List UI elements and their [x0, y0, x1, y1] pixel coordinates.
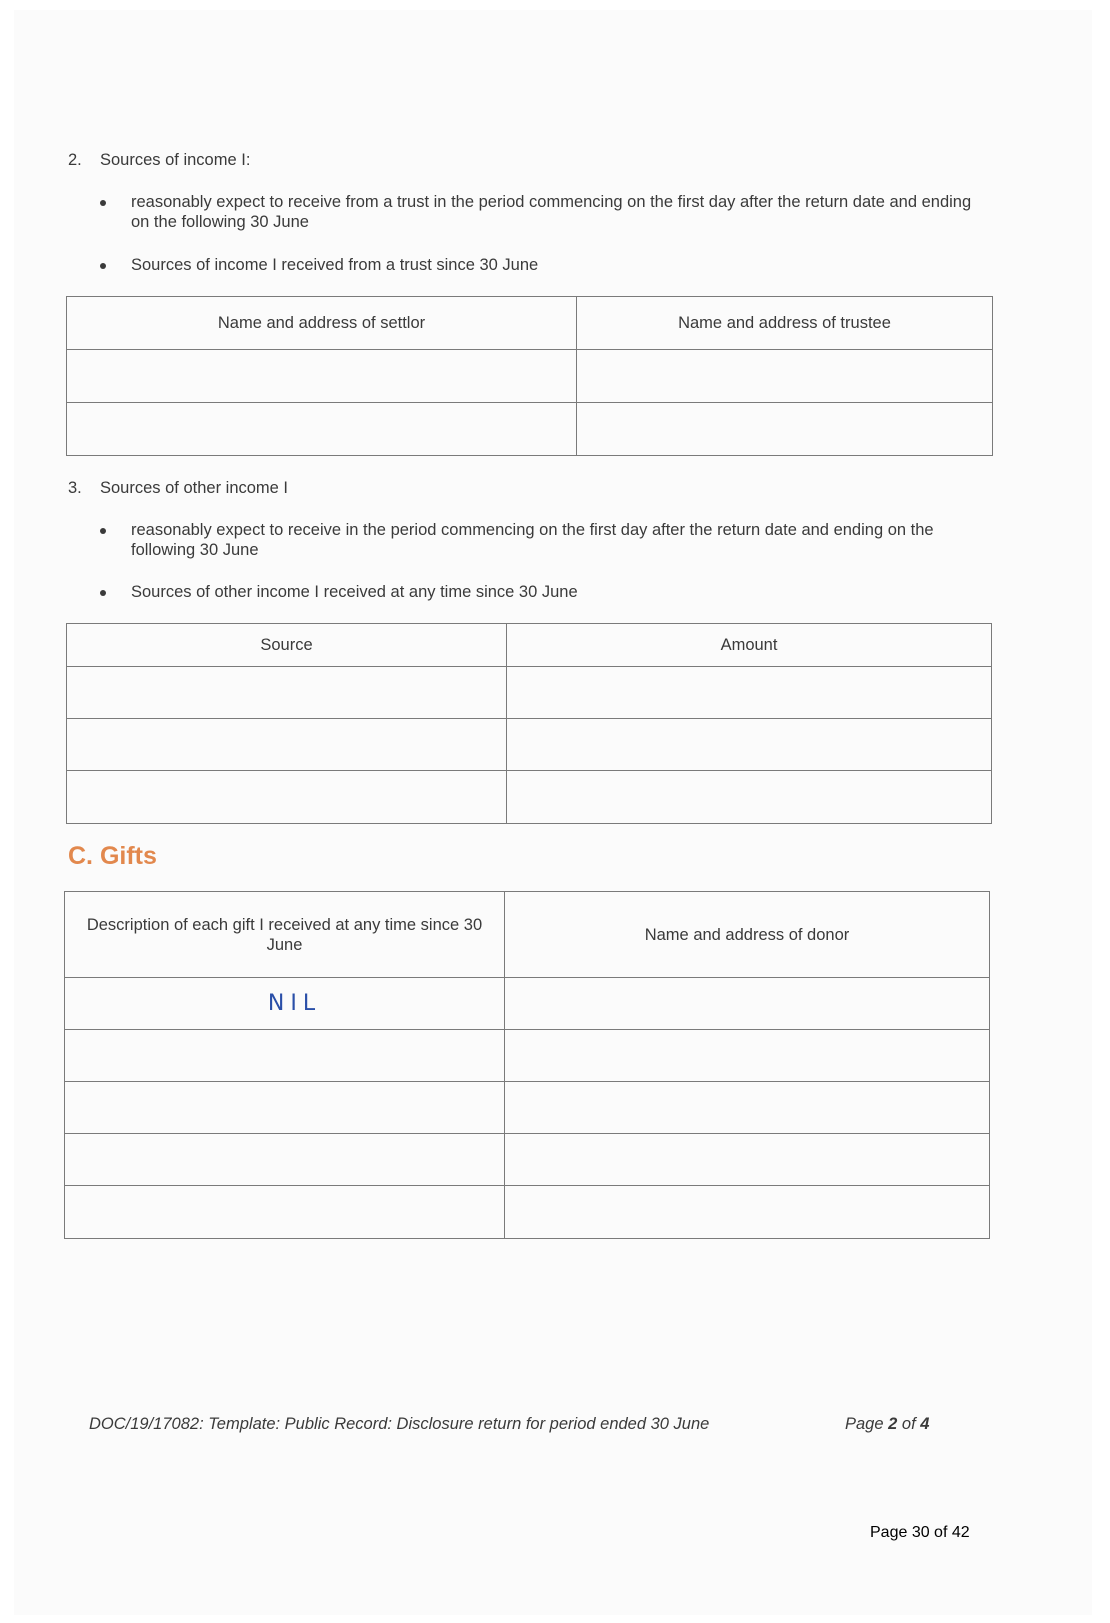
table-cell[interactable]	[505, 1030, 990, 1082]
table-row	[65, 978, 990, 1030]
section-2-heading: Sources of income I:	[100, 151, 251, 169]
gifts-table	[64, 891, 990, 1239]
table-header-row	[67, 624, 992, 667]
table-cell[interactable]	[65, 1134, 505, 1186]
table-cell[interactable]	[67, 403, 577, 456]
handwritten-entry[interactable]: NIL	[65, 978, 505, 1030]
overall-page-count: Page 30 of 42	[870, 1524, 970, 1541]
section-3-heading: Sources of other income I	[100, 479, 289, 497]
table-cell[interactable]	[505, 978, 990, 1030]
table-cell[interactable]	[67, 667, 507, 719]
table-cell[interactable]	[65, 1186, 505, 1239]
table-cell[interactable]	[505, 1186, 990, 1239]
table-row	[67, 403, 993, 456]
page-mid: of	[897, 1415, 921, 1433]
table-row	[65, 1134, 990, 1186]
page-current: 2	[888, 1415, 898, 1433]
other-income-table	[66, 623, 992, 824]
section-2-bullet-2: Sources of income I received from a trust since 30 June	[131, 256, 539, 274]
table-cell[interactable]	[67, 771, 507, 824]
table-cell[interactable]	[505, 1134, 990, 1186]
table-row	[67, 667, 992, 719]
table-cell[interactable]	[65, 1082, 505, 1134]
table-cell[interactable]	[577, 403, 993, 456]
table-header-row	[67, 297, 993, 350]
table-row	[65, 1186, 990, 1239]
bullet-icon	[100, 528, 106, 534]
page-total: 4	[920, 1415, 930, 1433]
gifts-section-heading: C. Gifts	[68, 842, 157, 870]
table-cell[interactable]	[577, 350, 993, 403]
table-cell[interactable]	[65, 1030, 505, 1082]
bullet-icon	[100, 590, 106, 596]
table-cell[interactable]	[505, 1082, 990, 1134]
amount-column-header: Amount	[507, 624, 992, 667]
footer-document-reference: DOC/19/17082: Template: Public Record: Disclosure return for period ended 30 June	[89, 1415, 710, 1433]
footer-page-number	[845, 1415, 929, 1434]
source-column-header: Source	[67, 624, 507, 667]
table-cell[interactable]	[67, 350, 577, 403]
gift-description-column-header: Description of each gift I received at any time since 30 June	[65, 892, 505, 978]
donor-column-header: Name and address of donor	[505, 892, 990, 978]
table-row	[67, 719, 992, 771]
trust-income-table	[66, 296, 993, 456]
table-cell[interactable]	[67, 719, 507, 771]
section-2-number: 2.	[68, 151, 82, 169]
trustee-column-header: Name and address of trustee	[577, 297, 993, 350]
section-2-bullet-1: reasonably expect to receive from a trust in the period commencing on the first day after the return date and ending on the following 30 June	[131, 193, 972, 231]
bullet-icon	[100, 263, 106, 269]
table-row	[65, 1082, 990, 1134]
section-3-bullet-2: Sources of other income I received at any time since 30 June	[131, 583, 578, 601]
section-3-number: 3.	[68, 479, 82, 497]
table-cell[interactable]	[507, 719, 992, 771]
page-prefix: Page	[845, 1415, 889, 1433]
settlor-column-header: Name and address of settlor	[67, 297, 577, 350]
table-header-row	[65, 892, 990, 978]
bullet-icon	[100, 200, 106, 206]
table-row	[67, 771, 992, 824]
section-3-bullet-1: reasonably expect to receive in the period commencing on the first day after the return date and ending on the following 30 June	[131, 521, 934, 559]
table-cell[interactable]	[507, 771, 992, 824]
table-cell[interactable]	[507, 667, 992, 719]
table-row	[67, 350, 993, 403]
table-row	[65, 1030, 990, 1082]
